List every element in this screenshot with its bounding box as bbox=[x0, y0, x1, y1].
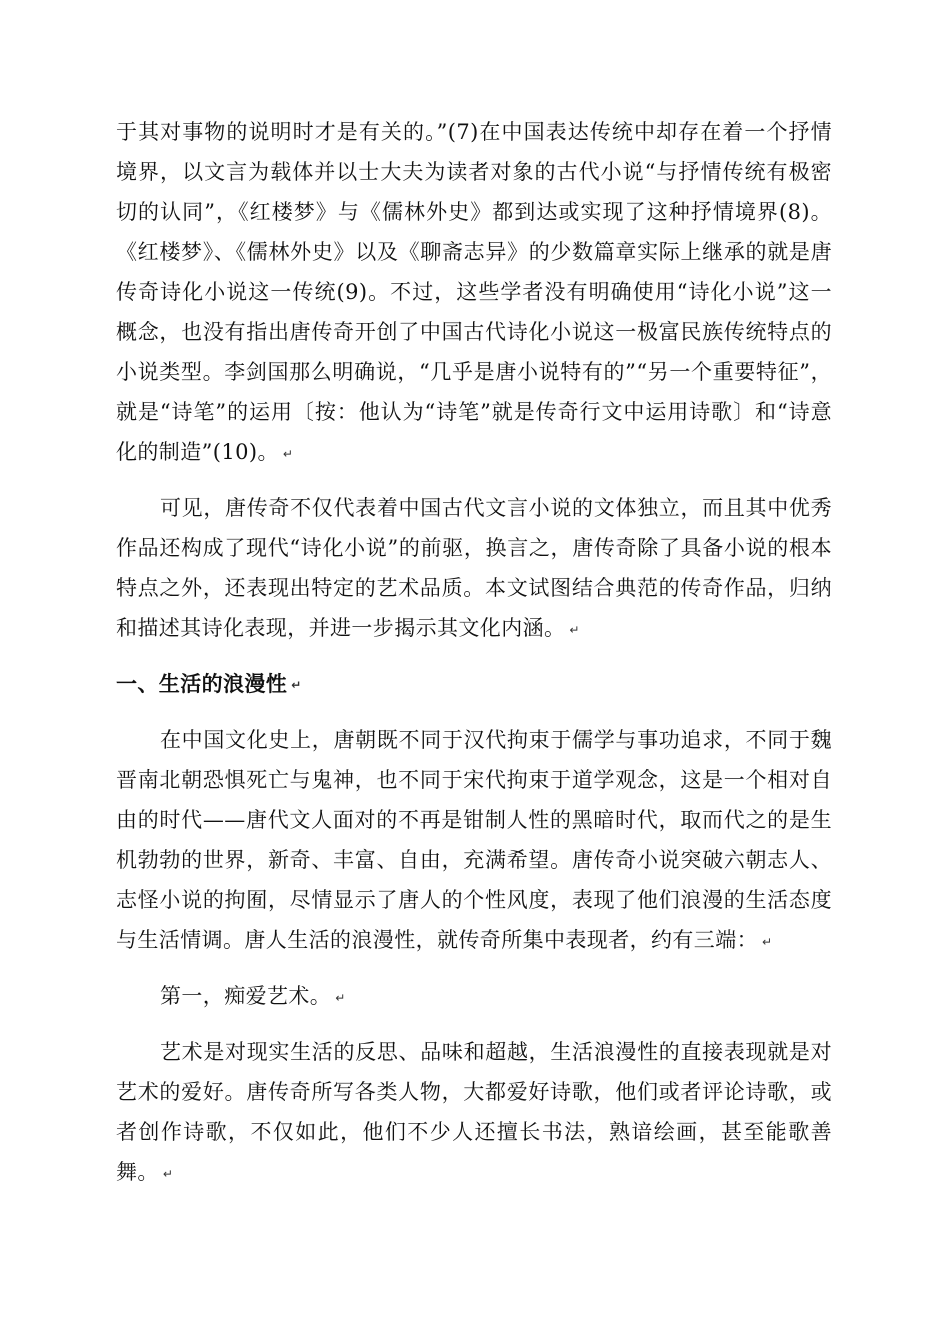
paragraph-text: 第一，痴爱艺术。 bbox=[160, 984, 332, 1008]
paragraph-tang-culture bbox=[116, 720, 832, 960]
paragraph-text: 于其对事物的说明时才是有关的。”(7)在中国表达传统中却存在着一个抒情境界，以文言为载体并以士大夫为读者对象的古代小说“与抒情传统有极密切的认同”，《红楼梦》与《儒林外史》都到达或实现了这种抒情境界(8)。《红楼梦》、《儒林外史》以及《聊斋志异》的少数篇章实际上继承的就是唐传奇诗化小说这一传统(9)。不过，这些学者没有明确使用“诗化小说”这一概念，也没有指出唐传奇开创了中国古代诗化小说这一极富民族传统特点的小说类型。李剑国那么明确说，“几乎是唐小说特有的”“另一个重要特征”，就是“诗笔”的运用〔按：他认为“诗笔”就是传奇行文中运用诗歌〕和“诗意化的制造”(10)。 bbox=[116, 120, 832, 464]
section-heading-text: 一、生活的浪漫性 bbox=[116, 672, 288, 696]
paragraph-continuation bbox=[116, 112, 832, 472]
paragraph-text: 在中国文化史上，唐朝既不同于汉代拘束于儒学与事功追求，不同于魏晋南北朝恐惧死亡与鬼神，也不同于宋代拘束于道学观念，这是一个相对自由的时代——唐代文人面对的不再是钳制人性的黑暗时代，取而代之的是生机勃勃的世界，新奇、丰富、自由，充满希望。唐传奇小说突破六朝志人、志怪小说的拘囿，尽情显示了唐人的个性风度，表现了他们浪漫的生活态度与生活情调。唐人生活的浪漫性，就传奇所集中表现者，约有三端： bbox=[116, 728, 832, 952]
paragraph-text: 可见，唐传奇不仅代表着中国古代文言小说的文体独立，而且其中优秀作品还构成了现代“诗化小说”的前驱，换言之，唐传奇除了具备小说的根本特点之外，还表现出特定的艺术品质。本文试图结合典范的传奇作品，归纳和描述其诗化表现，并进一步揭示其文化内涵。 bbox=[116, 496, 832, 640]
document-body bbox=[116, 112, 832, 1208]
paragraph-mark-icon: ↵ bbox=[335, 990, 346, 1005]
paragraph-mark-icon: ↵ bbox=[762, 934, 773, 949]
paragraph-intro-summary bbox=[116, 488, 832, 648]
paragraph-text: 艺术是对现实生活的反思、品味和超越，生活浪漫性的直接表现就是对艺术的爱好。唐传奇所写各类人物，大都爱好诗歌，他们或者评论诗歌，或者创作诗歌，不仅如此，他们不少人还擅长书法，熟谙绘画，甚至能歌善舞。 bbox=[116, 1040, 832, 1184]
paragraph-mark-icon: ↵ bbox=[569, 622, 580, 637]
paragraph-mark-icon: ↵ bbox=[162, 1166, 174, 1181]
paragraph-art-love bbox=[116, 1032, 832, 1192]
section-heading bbox=[116, 664, 832, 704]
paragraph-mark-icon: ↵ bbox=[282, 446, 294, 461]
paragraph-mark-icon: ↵ bbox=[291, 678, 302, 692]
paragraph-point-one bbox=[116, 976, 832, 1016]
